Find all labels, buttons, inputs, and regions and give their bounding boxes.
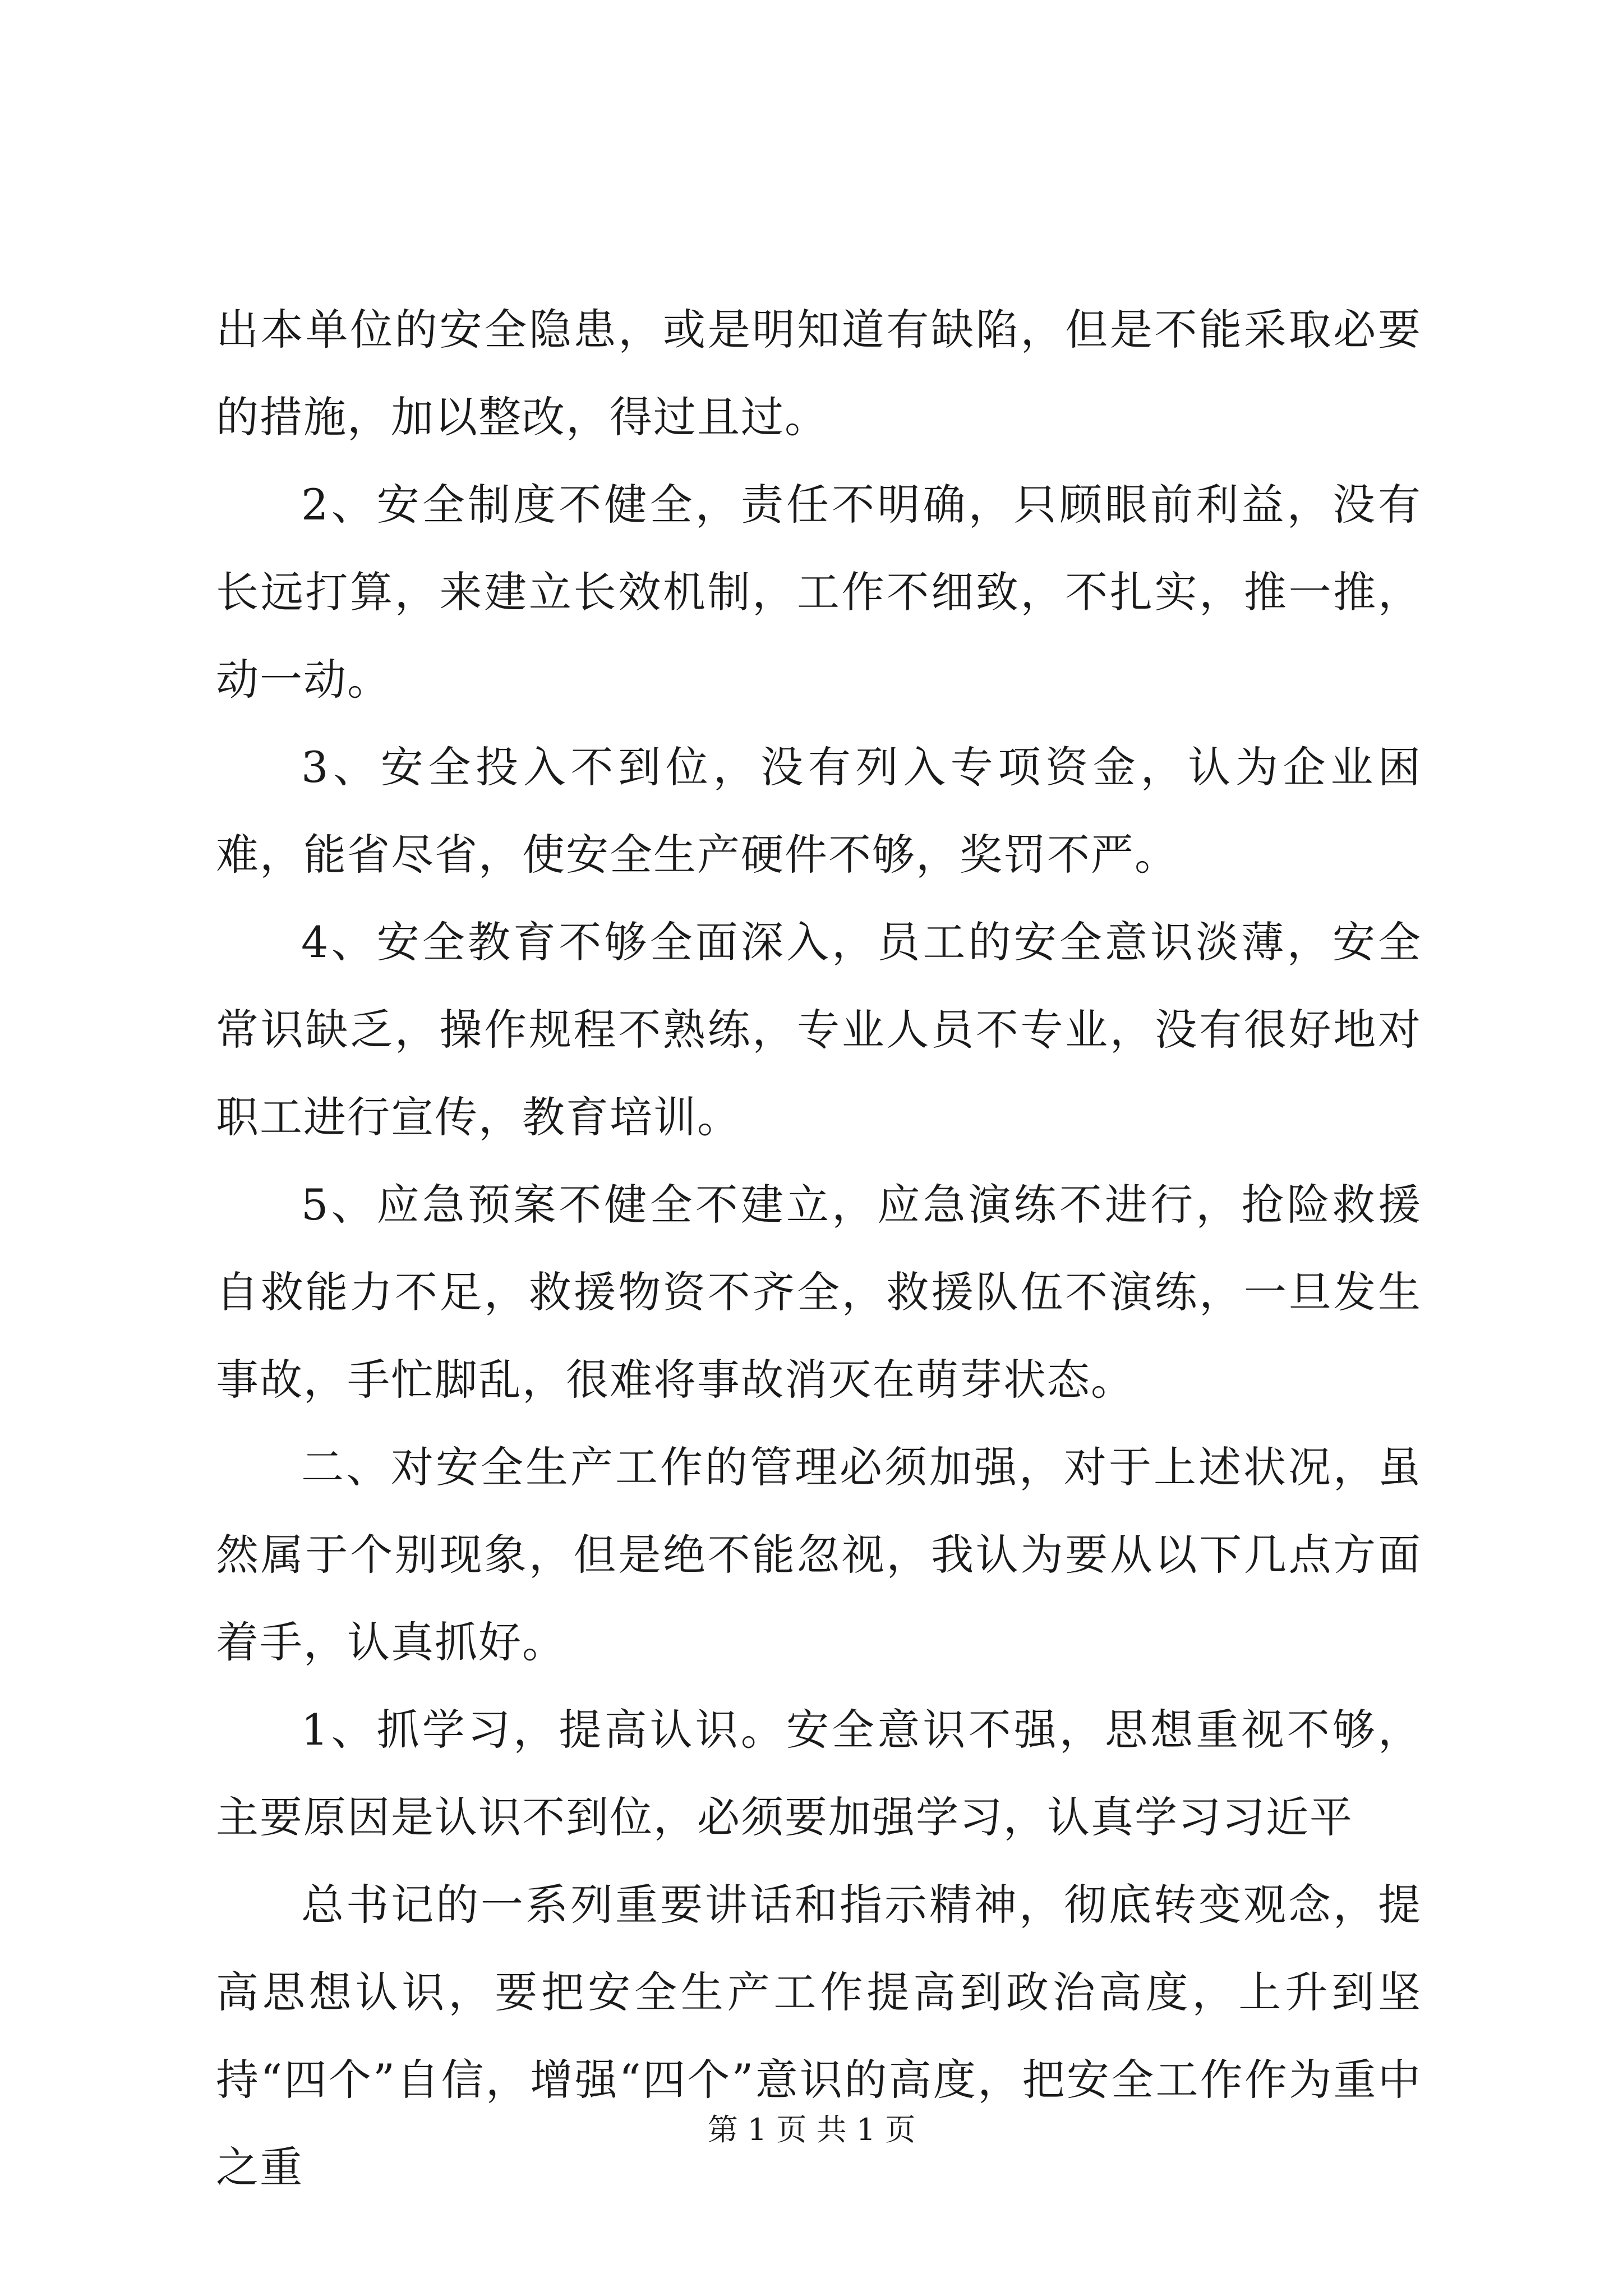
- paragraph-item-5: 5、应急预案不健全不建立，应急演练不进行，抢险救援自救能力不足，救援物资不齐全，救援队伍不演练，一旦发生事故，手忙脚乱，很难将事故消灭在萌芽状态。: [216, 1180, 1422, 1405]
- document-body: [216, 286, 1422, 2211]
- page-number-label: 第 1 页 共 1 页: [707, 2112, 916, 2147]
- paragraph-item-3: 3、安全投入不到位，没有列入专项资金，认为企业困难，能省尽省，使安全生产硬件不够，奖罚不严。: [216, 742, 1422, 880]
- paragraph-section-2-item-1: 1、抓学习，提高认识。安全意识不强，思想重视不够，主要原因是认识不到位，必须要加强学习，认真学习习近平: [216, 1705, 1422, 1842]
- paragraph-section-2-item-1-cont: 总书记的一系列重要讲话和指示精神，彻底转变观念，提高思想认识，要把安全生产工作提高到政治高度，上升到坚持“四个”自信，增强“四个”意识的高度，把安全工作作为重中之重: [216, 1880, 1422, 2192]
- paragraph-continuation: 出本单位的安全隐患，或是明知道有缺陷，但是不能采取必要的措施，加以整改，得过且过。: [216, 305, 1422, 442]
- page-footer: [0, 2110, 1623, 2150]
- paragraph-section-2: 二、对安全生产工作的管理必须加强，对于上述状况，虽然属于个别现象，但是绝不能忽视，我认为要从以下几点方面着手，认真抓好。: [216, 1442, 1422, 1667]
- paragraph-item-4: 4、安全教育不够全面深入，员工的安全意识淡薄，安全常识缺乏，操作规程不熟练，专业人员不专业，没有很好地对职工进行宣传，教育培训。: [216, 917, 1422, 1142]
- paragraph-item-2: 2、安全制度不健全，责任不明确，只顾眼前利益，没有长远打算，来建立长效机制，工作不细致，不扎实，推一推，动一动。: [216, 480, 1422, 705]
